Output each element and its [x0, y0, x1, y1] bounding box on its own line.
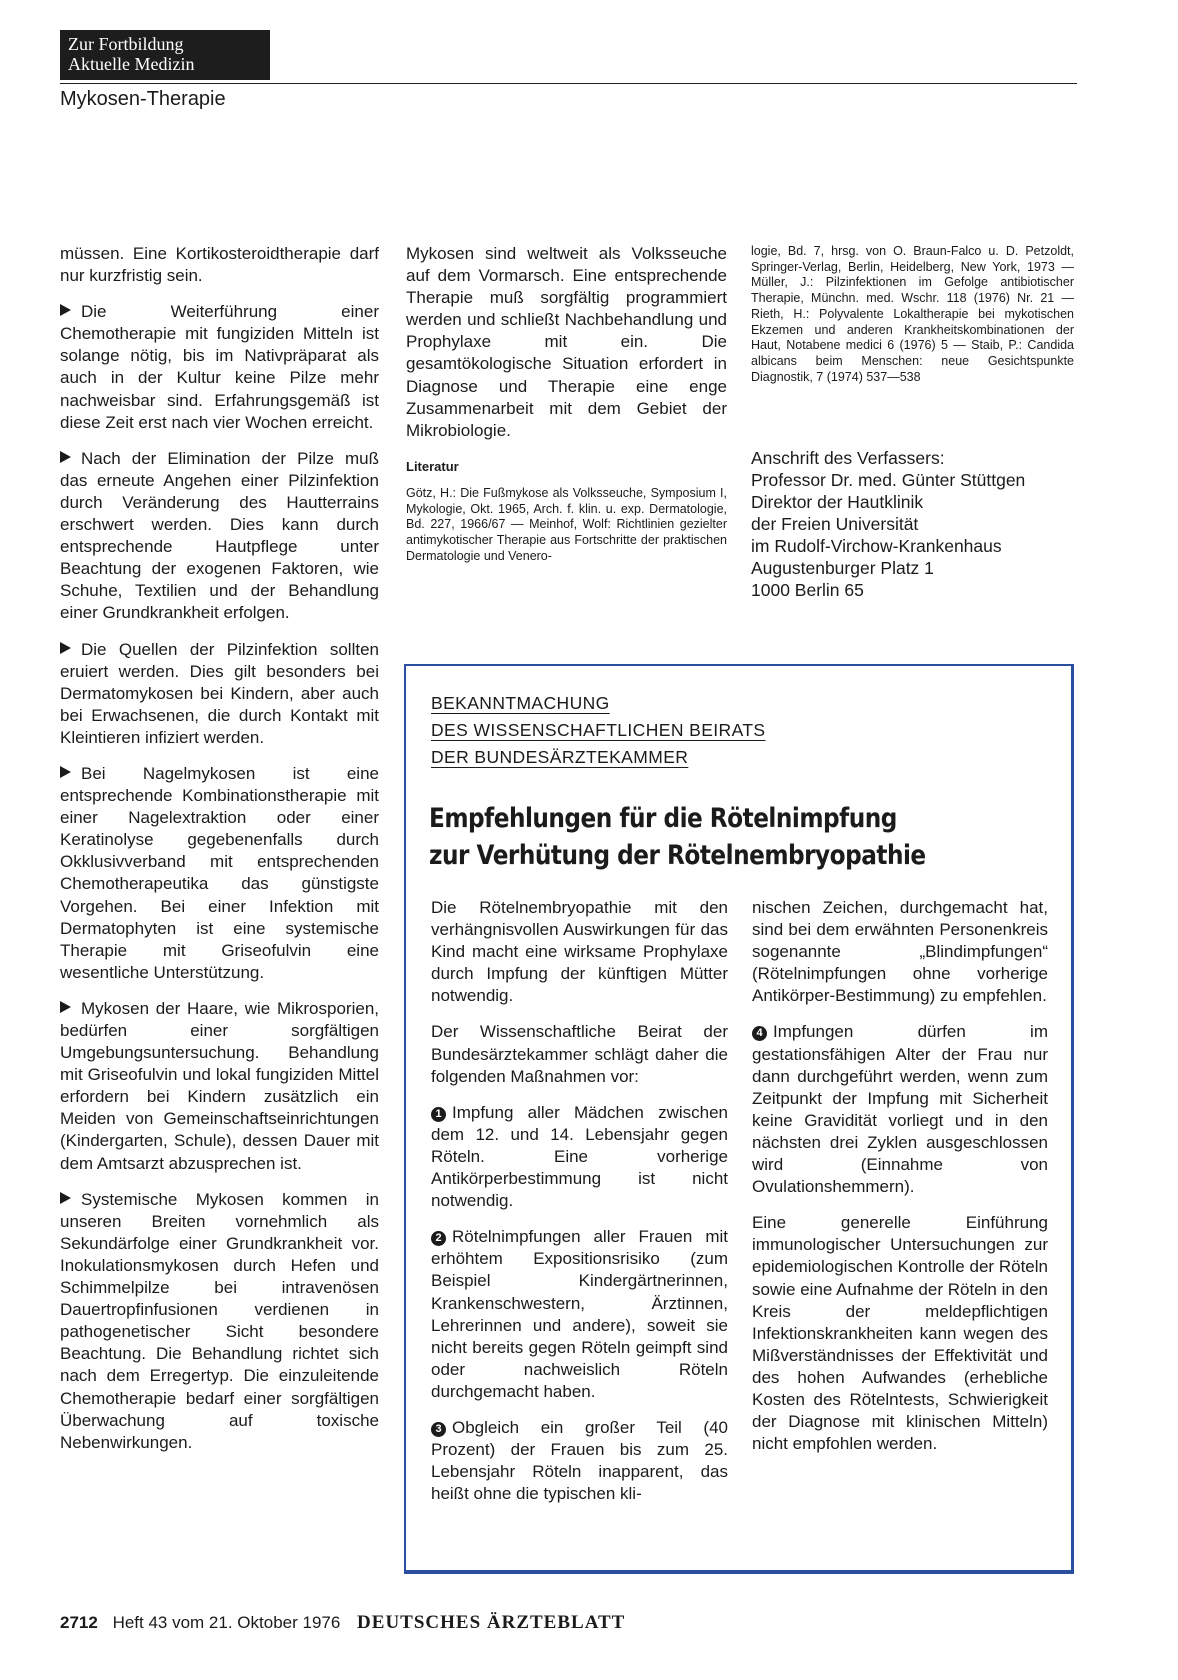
- col1-bullet-paragraph: Bei Nagelmykosen ist eine entsprechende Kombinationstherapie mit einer Nagelextraktion oder einer Keratinolyse gegebenenfalls durch Okklusivverband mit entsprechenden Chemotherapeutika das günstigste Vorgehen. Bei einer Infektion mit Dermatophyten ist eine systemische Therapie mit Griseofulvin eine wesentliche Unterstützung.: [60, 763, 379, 982]
- numbered-paragraph: 1 Impfung aller Mädchen zwischen dem 12. und 14. Lebensjahr gegen Röteln. Eine vorherige Antikörperbestimmung ist nicht notwendig.: [431, 1102, 728, 1211]
- numbered-paragraph: 2 Rötelnimpfungen aller Frauen mit erhöhtem Expositionsrisiko (zum Beispiel Kindergärtnerinnen, Krankenschwestern, Ärztinnen, Lehrerinnen und andere), soweit sie nicht bereits gegen Röteln geimpft sind oder nachweislich Röteln durchgemacht haben.: [431, 1227, 728, 1401]
- announcement-label-line: DER BUNDESÄRZTEKAMMER: [431, 747, 689, 767]
- address-line: der Freien Universität: [751, 514, 919, 534]
- address-line: Anschrift des Verfassers:: [751, 448, 945, 468]
- headline-line: zur Verhütung der Rötelnembryopathie: [429, 840, 926, 871]
- literature-heading: Literatur: [406, 458, 459, 474]
- announcement-paragraph: Die Rötelnembryopathie mit den verhängnisvollen Auswirkungen für das Kind macht eine wirksame Prophylaxe durch Impfung der künftigen Mütter notwendig.: [431, 898, 728, 1006]
- section-header-box: [60, 30, 270, 80]
- numbered-paragraph: 4 Impfungen dürfen im gestationsfähigen Alter der Frau nur dann durchgeführt werden, wenn zum Zeitpunkt der Impfung mit Sicherheit keine Gravidität vorliegt und in den nächsten drei Zyklen ausgeschlossen wird (Einnahme von Ovulationshemmern).: [752, 1022, 1048, 1197]
- section-title: Mykosen-Therapie: [60, 88, 226, 110]
- address-line: Augustenburger Platz 1: [751, 558, 934, 578]
- col1-paragraph: müssen. Eine Kortikosteroidtherapie darf nur kurzfristig sein.: [60, 244, 379, 286]
- announcement-paragraph: Eine generelle Einführung immunologischer Untersuchungen zur epidemiologischen Kontrolle der Röteln sowie eine Aufnahme der Röteln in den Kreis der meldepflichtigen Infektionskrankheiten kann wegen des Mißverständnisses der Effektivität und des hohen Aufwandes (erhebliche Kosten des Rötelntests, Schwierigkeit der Diagnose mit klinischen Mitteln) nicht empfohlen werden.: [752, 1213, 1048, 1454]
- page-number: 2712: [60, 1613, 98, 1632]
- announcement-paragraph: nischen Zeichen, durchgemacht hat, sind bei dem erwähnten Personenkreis sogenannte „Blindimpfungen“ (Rötelnimpfungen ohne vorherige Antikörper-Bestimmung) zu empfehlen.: [752, 898, 1048, 1006]
- address-line: im Rudolf-Virchow-Krankenhaus: [751, 536, 1002, 556]
- address-line: Professor Dr. med. Günter Stüttgen: [751, 470, 1026, 490]
- headline-line: Empfehlungen für die Rötelnimpfung: [429, 803, 897, 834]
- col1-bullet-paragraph: Nach der Elimination der Pilze muß das erneute Angehen einer Pilzinfektion durch Veränderung des Hautterrains erschwert werden. Dies kann durch entsprechende Hautpflege unter Beachtung der exogenen Faktoren, wie Schuhe, Textilien und der Behandlung einer Grundkrankheit erfolgen.: [60, 448, 379, 623]
- col1-bullet-paragraph: Systemische Mykosen kommen in unseren Breiten vornehmlich als Sekundärfolge einer Grundkrankheit vor. Inokulationsmykosen durch Hefen und Schimmelpilze bei intravenösen Dauertropfinfusionen verdienen in pathogenetischer Sicht besondere Beachtung. Die Behandlung richtet sich nach dem Erregertyp. Die einzuleitende Chemotherapie bedarf einer sorgfältigen Überwachung auf toxische Nebenwirkungen.: [60, 1189, 379, 1452]
- number-4-icon: 4: [752, 1026, 767, 1041]
- triangle-bullet-icon: [60, 1001, 71, 1013]
- triangle-bullet-icon: [60, 451, 71, 463]
- header-box-line2: Aktuelle Medizin: [68, 54, 195, 74]
- announcement-headline: [429, 800, 979, 874]
- number-2-icon: 2: [431, 1231, 446, 1246]
- number-1-icon: 1: [431, 1107, 446, 1122]
- triangle-bullet-icon: [60, 642, 71, 654]
- author-address: [751, 447, 1081, 601]
- header-rule: [60, 83, 1077, 84]
- announcement-right-column: [752, 897, 1048, 1469]
- journal-name: DEUTSCHES ÄRZTEBLATT: [357, 1612, 626, 1633]
- triangle-bullet-icon: [60, 766, 71, 778]
- issue-info: Heft 43 vom 21. Oktober 1976: [112, 1613, 341, 1632]
- col1-bullet-paragraph: Die Weiterführung einer Chemotherapie mit fungiziden Mitteln ist solange nötig, bis im Nativpräparat als auch in der Kultur keine Pilze mehr nachweisbar sind. Erfahrungsgemäß ist diese Zeit erst nach vier Wochen erreicht.: [60, 302, 379, 432]
- literature-text: Götz, H.: Die Fußmykose als Volksseuche, Symposium I, Mykologie, Okt. 1965, Arch. f. klin. u. exp. Dermatologie, Bd. 227, 1966/67 — Meinhof, Wolf: Richtlinien gezielter antimykotischer Therapie aus Fortschritte der praktischen Dermatologie und Venero-: [406, 485, 727, 563]
- page-footer: [60, 1612, 625, 1634]
- address-line: Direktor der Hautklinik: [751, 492, 924, 512]
- address-line: 1000 Berlin 65: [751, 580, 864, 600]
- numbered-paragraph: 3 Obgleich ein großer Teil (40 Prozent) der Frauen bis zum 25. Lebensjahr Röteln inapparent, das heißt ohne die typischen kli-: [431, 1417, 728, 1504]
- announcement-label-line: BEKANNTMACHUNG: [431, 693, 610, 713]
- announcement-left-column: [431, 897, 728, 1519]
- triangle-bullet-icon: [60, 304, 71, 316]
- col1-bullet-paragraph: Mykosen der Haare, wie Mikrosporien, bedürfen einer sorgfältigen Umgebungsuntersuchung. Behandlung mit Griseofulvin und lokal fungiziden Mittel erfordern bei Kindern zusätzlich ein Meiden von Gemeinschaftseinrichtungen (Kindergarten, Schule), dessen Dauer mit dem Amtsarzt abzusprechen ist.: [60, 998, 379, 1173]
- column-1: [60, 243, 379, 1468]
- col2-paragraph: Mykosen sind weltweit als Volksseuche auf dem Vormarsch. Eine entsprechende Therapie muß sorgfältig programmiert werden und schließt Nachbehandlung und Prophylaxe mit ein. Die gesamtökologische Situation erfordert in Diagnose und Therapie eine enge Zusammenarbeit mit dem Gebiet der Mikrobiologie.: [406, 244, 727, 440]
- announcement-label-line: DES WISSENSCHAFTLICHEN BEIRATS: [431, 720, 766, 740]
- literature-continued: logie, Bd. 7, hrsg. von O. Braun-Falco u. D. Petzoldt, Springer-Verlag, Berlin, Heidelberg, New York, 1973 — Müller, J.: Pilzinfektionen im Gefolge antibiotischer Therapie, Münchn. med. Wschr. 118 (1976) Nr. 21 — Rieth, H.: Polyvalente Lokaltherapie bei mykotischen Ekzemen und anderen Krankheitskombinationen der Haut, Notabene medici 6 (1976) 5 — Staib, P.: Candida albicans beim Menschen: neue Gesichtspunkte Diagnostik, 7 (1974) 537—538: [751, 244, 1074, 384]
- triangle-bullet-icon: [60, 1192, 71, 1204]
- column-2: [406, 243, 727, 564]
- number-3-icon: 3: [431, 1422, 446, 1437]
- announcement-label: [431, 690, 766, 771]
- announcement-paragraph: Der Wissenschaftliche Beirat der Bundesärztekammer schlägt daher die folgenden Maßnahmen vor:: [431, 1022, 728, 1086]
- header-box-line1: Zur Fortbildung: [68, 34, 184, 54]
- col1-bullet-paragraph: Die Quellen der Pilzinfektion sollten eruiert werden. Dies gilt besonders bei Dermatomykosen bei Kindern, aber auch bei Erwachsenen, die durch Kontakt mit Kleintieren infiziert werden.: [60, 639, 379, 747]
